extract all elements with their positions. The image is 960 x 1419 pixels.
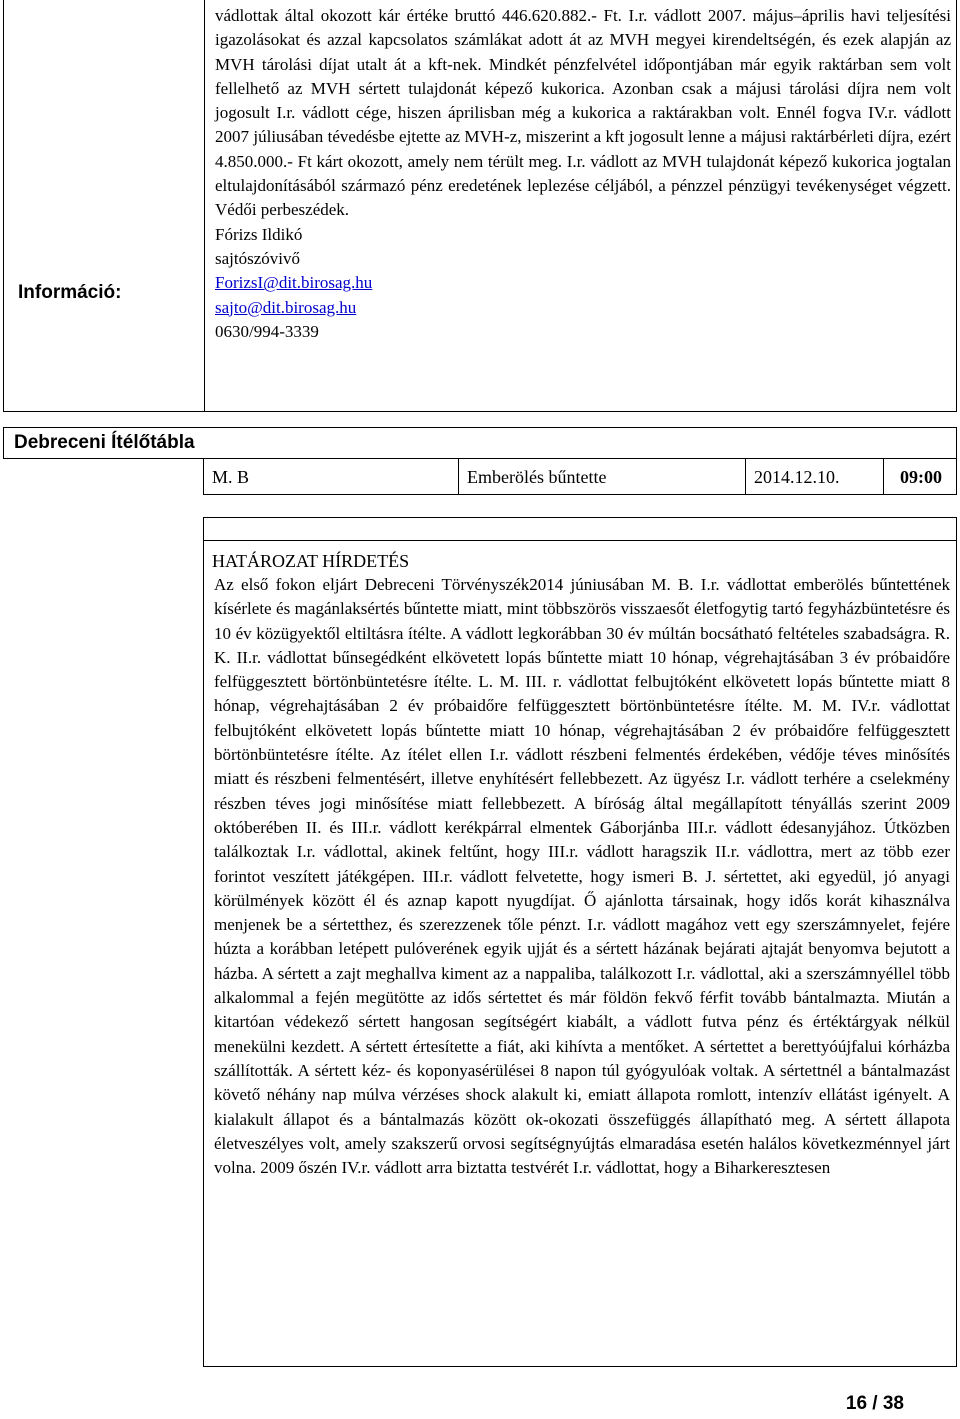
decision-text: Az első fokon eljárt Debreceni Törvényszék2014 júniusában M. B. I.r. vádlottat emberölés bűntettének kísérlete és magánlaksértés bűntette miatt, mint többszörös visszaesőt életfogytig tartó fegyházbüntetésre és 10 év közügyektől eltiltásra ítélte. A vádlott legkorábban 30 év múltán bocsátható feltételes szabadságra. R. K. II.r. vádlottat bűnsegédként elkövetett lopás bűntette miatt 10 hónap, végrehajtásában 3 év próbaidőre felfüggesztett börtönbüntetésre ítélte. L. M. III. r. vádlottat felbujtóként elkövetett lopás bűntette miatt 8 hónap, végrehajtásában 2 év próbaidőre felfüggesztett börtönbüntetésre ítélte. M. M. IV.r. vádlottat felbujtóként elkövetett lopás bűntette miatt 10 hónap, végrehajtásában 2 év próbaidőre felfüggesztett börtönbüntetésre ítélte. Az ítélet ellen I.r. vádlott részbeni felmentés érdekében, védője téves minősítés miatt és részbeni felmentésért, illetve enyhítésért fellebbezett. Az ügyész I.r. vádlott terhére a cselekmény részben téves jogi minősítése miatt fellebbezett. A bíróság által megállapított tényállás szerint 2009 októberében II. és III.r. vádlott kerékpárral elmentek Gáborjánba III.r. vádlott édesanyjához. Útközben találkoztak I.r. vádlottal, akinek feltűnt, hogy III.r. vádlott haragszik II.r. vádlottra, mert az több ezer forintot veszített játékgépen. III.r. vádlott felvetette, hogy ismeri B. J. sértettet, aki egyedül, jó anyagi körülmények között él és aznap kapott nyugdíjat. Ő ajánlotta társainak, hogy idős korát kihasználva menjenek be a sértetthez, és szerezzenek tőle pénzt. I.r. vádlott magához vett egy szerszámnyelet, fejére húzta a korábban letépett pulóverének egyik ujját és a sértett házának bejárati ajtaját benyomva bejutott a házba. A sértett a zajt meghallva kiment az a nappaliba, találkozott I.r. vádlottal, aki a szerszámnyéllel több alkalommal a fején megütötte az idős sértettet és már földön fekvő férfit tovább bántalmazta. Miután a kitartóan védekező sértett hangosan segítségért kiabált, a vádlott futva pénz és értéktárgyak nélkül menekülni kezdett. A sértett értesítette a fiát, aki kihívta a mentőket. A sértettet a berettyóújfalui kórházba szállították. A sértett kéz- és koponyasérülései 8 napon túl gyógyulóak voltak. A sértettnél a bántalmazást követő néhány nap múlva vérzéses shock alakult ki, emiatt állapota romlott, intenzív ellátást igényelt. A kialakult állapot és a bántalmazás között ok-okozati összefüggés állapítható meg. A sértett állapota életveszélyes volt, amely szakszerű orvosi segítségnyújtás elmaradása esetén halálos következménnyel járt volna. 2009 őszén IV.r. vádlott arra biztatta testvérét I.r. vádlottat, hogy a Biharkeresztesen (214, 575, 950, 1178)
email-link-sajto[interactable]: sajto@dit.birosag.hu (215, 297, 357, 317)
case-time: 09:00 (900, 467, 942, 487)
press-contact-phone: 0630/994-3339 (215, 321, 319, 341)
decision-title: HATÁROZAT HÍRDETÉS (212, 551, 410, 571)
press-contact-role: sajtószóvivő (215, 248, 300, 268)
decision-section (203, 541, 957, 1367)
info-table (3, 0, 957, 412)
case-crime: Emberölés bűntette (459, 459, 746, 494)
info-content (215, 4, 951, 344)
press-contact-name: Fórizs Ildikó (215, 224, 303, 244)
case-row (203, 459, 957, 495)
case-parties: M. B (204, 459, 459, 494)
court-name: Debreceni Ítélőtábla (14, 432, 195, 453)
page-number: 16 / 38 (845, 1393, 904, 1414)
info-paragraph: vádlottak által okozott kár értéke bruttó 446.620.882.- Ft. I.r. vádlott 2007. május–április havi teljesítési igazolásokat és azzal kapcsolatos számlákat adott át az MVH megyei kirendeltségén, és ezek alapján az MVH tárolási díjat utalt át a kft-nek. Mindkét pénzfelvétel időpontjában már egyik raktárban sem volt fellelhető az MVH sértett tulajdonát képező kukorica. Azonban csak a májusi tárolási díjra nem volt jogosult I.r. vádlott cége, hiszen áprilisban még a kukorica a raktárakban volt. Ennél fogva IV.r. vádlott 2007 júliusában tévedésbe ejtette az MVH-z, miszerint a kft jogosult lenne a májusi raktárbérleti díjra, ezért 4.850.000.- Ft kárt okozott, amely nem térült meg. I.r. vádlott az MVH tulajdonát képező kukorica jogtalan eltulajdonításából származó pénz eredetének leplezése céljából, a pénzzel pénzügyi tevékenységet végzett. Védői perbeszédek. (215, 6, 951, 220)
info-label-cell (4, 0, 205, 411)
email-link-forizs[interactable]: ForizsI@dit.birosag.hu (215, 273, 373, 293)
case-date: 2014.12.10. (746, 459, 884, 494)
info-label: Információ: (18, 282, 122, 303)
empty-row (203, 517, 957, 541)
court-header (3, 427, 957, 459)
